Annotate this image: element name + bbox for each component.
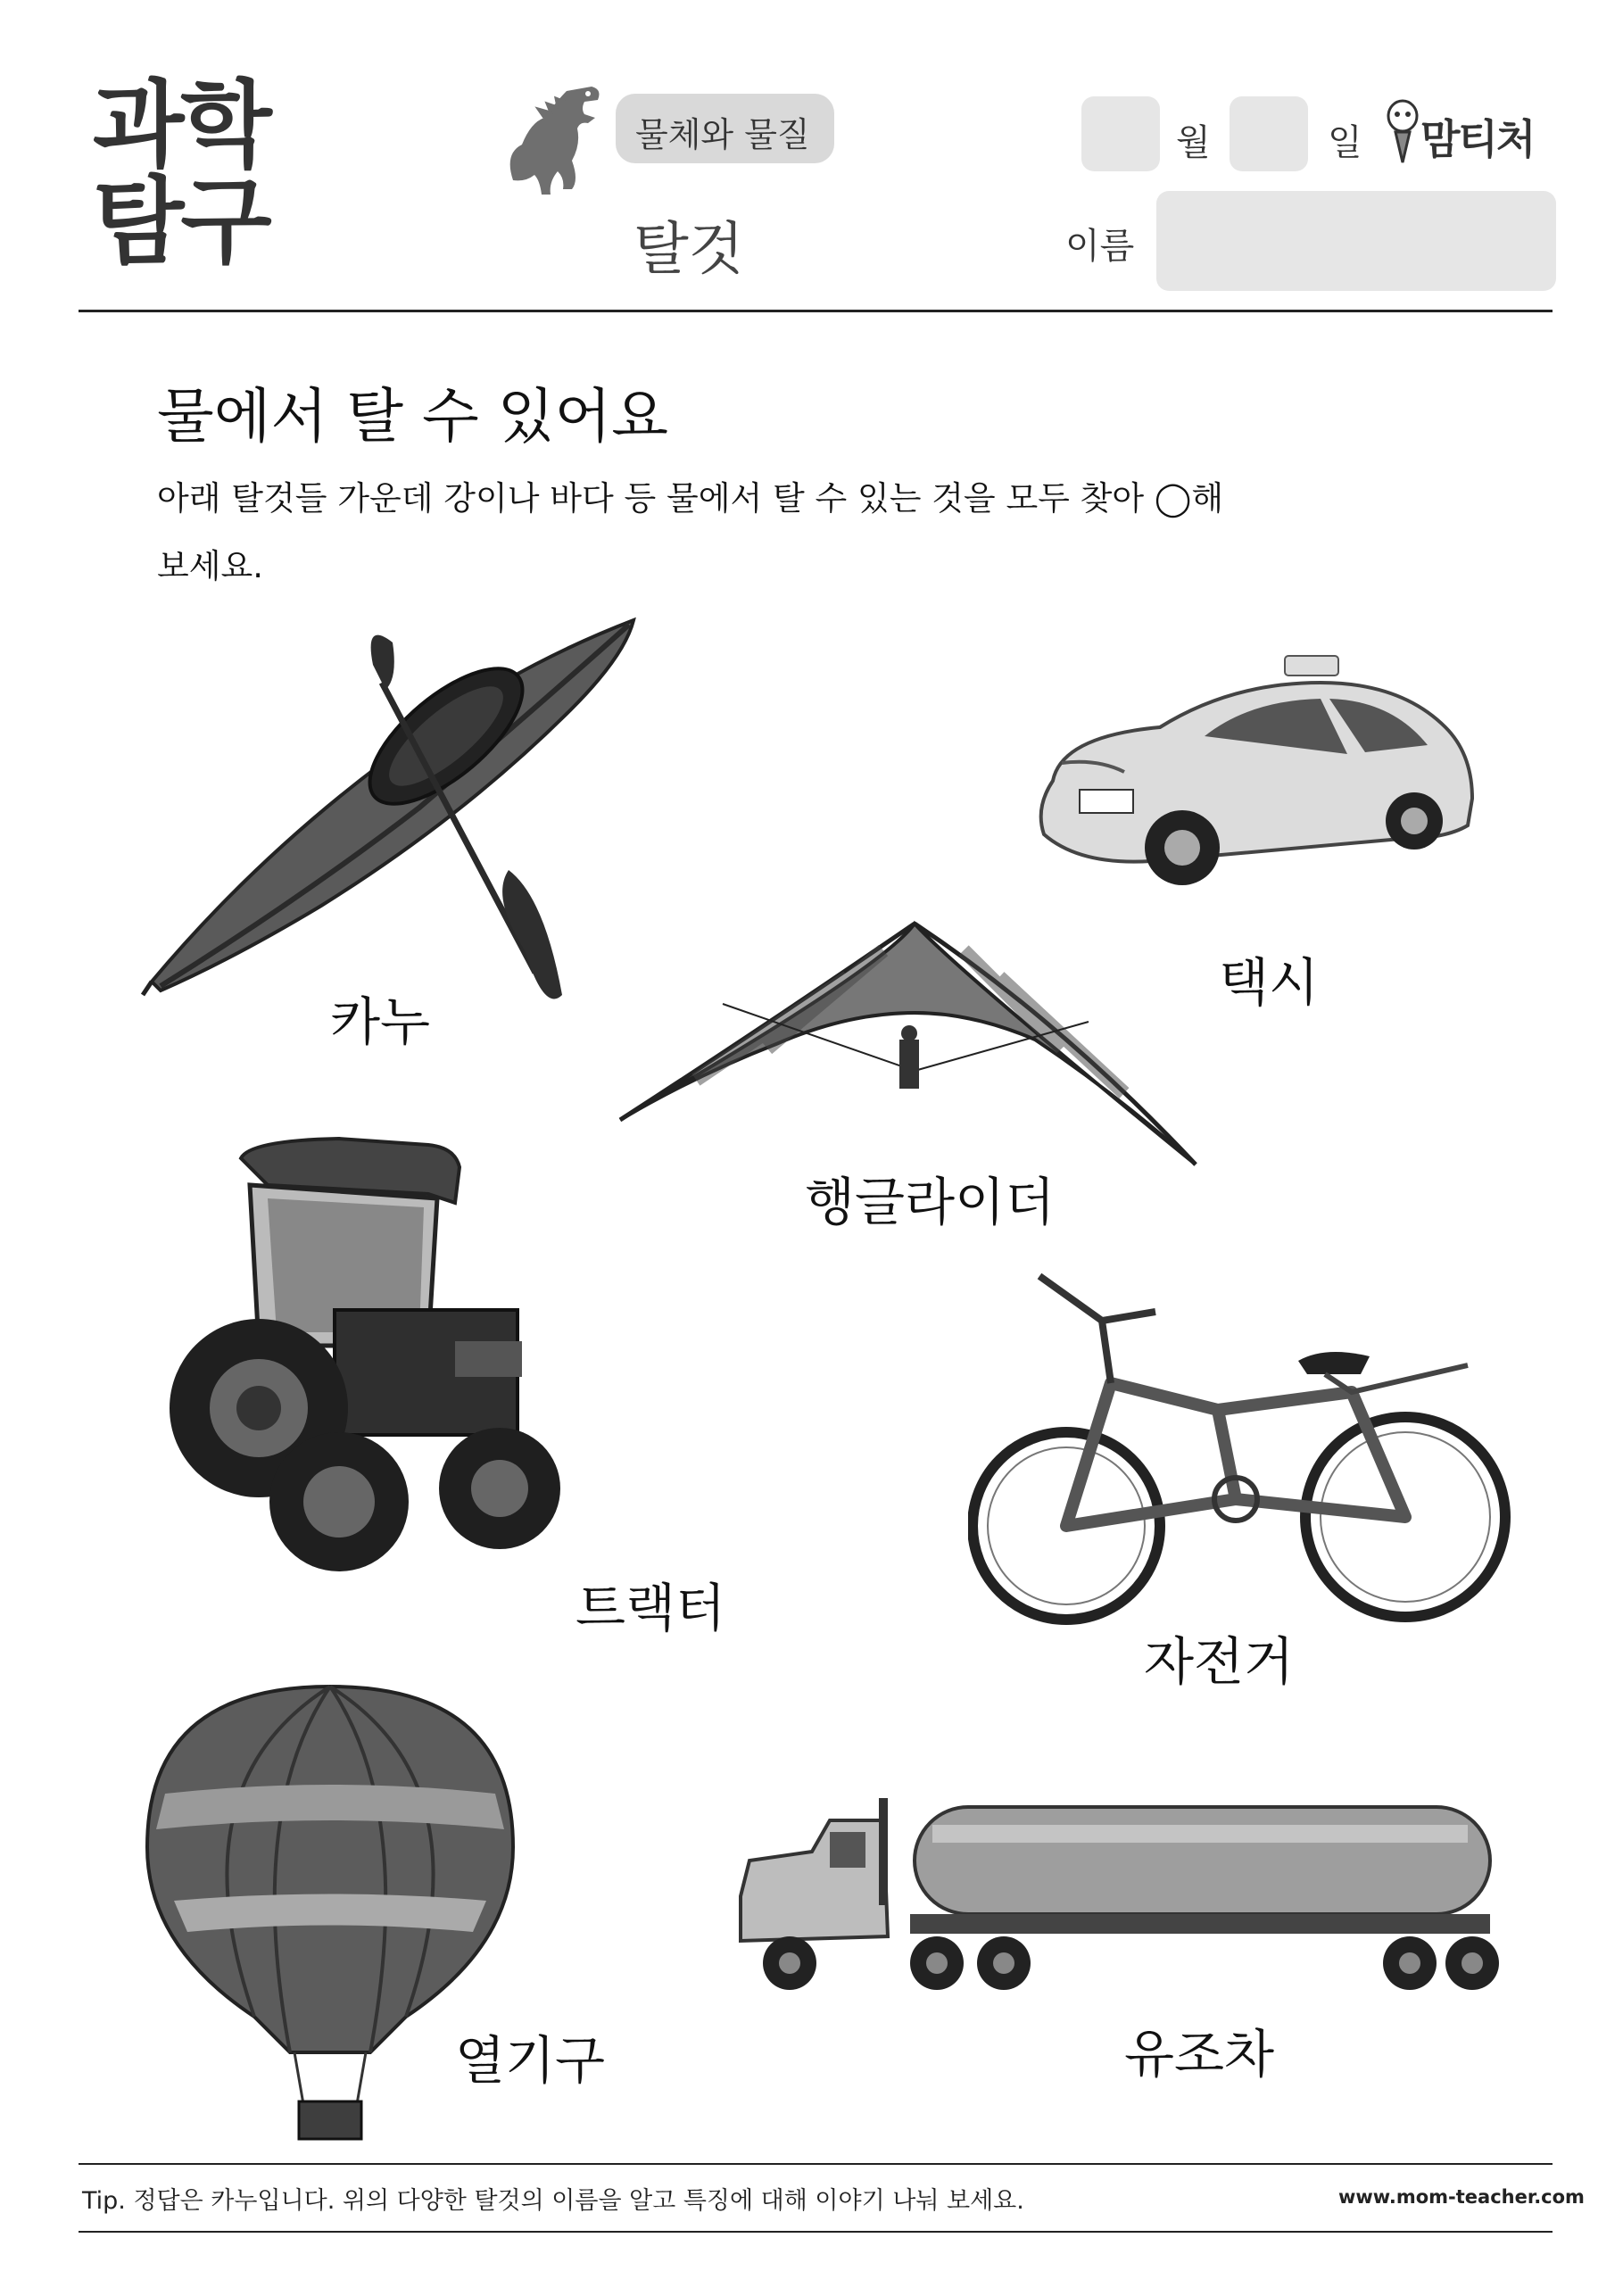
brand-logo-text: 맘티처 <box>1420 115 1535 163</box>
footer-divider-bottom <box>79 2231 1553 2233</box>
instruction-line2: 보세요. <box>157 547 263 585</box>
topic-badge-label: 물체와 물질 <box>635 115 810 154</box>
day-label: 일 <box>1328 122 1362 163</box>
header-divider <box>79 310 1553 312</box>
vehicle-label-bicycle: 자전거 <box>1144 1631 1295 1692</box>
dinosaur-icon <box>495 82 620 198</box>
brand-title-line2: 탐구 <box>93 167 269 277</box>
section-heading: 물에서 탈 수 있어요 <box>157 382 668 451</box>
vehicle-label-tractor: 트랙터 <box>576 1578 726 1638</box>
vehicle-label-taxi: 택시 <box>1219 952 1320 1013</box>
day-input[interactable] <box>1230 96 1308 171</box>
vehicle-label-tanker-truck: 유조차 <box>1124 2024 1275 2085</box>
brand-title-line1: 과학 <box>93 70 269 180</box>
footer-tip: Tip. 정답은 카누입니다. 위의 다양한 탈것의 이름을 알고 특징에 대해 이야기 나눠 보세요. <box>82 2187 1024 2215</box>
vehicle-label-canoe: 카누 <box>330 991 431 1052</box>
hang-glider-image <box>616 915 1200 1173</box>
vehicle-label-hang-glider: 행글라이더 <box>805 1172 1056 1232</box>
bicycle-image <box>968 1249 1530 1642</box>
instruction-line1: 아래 탈것들 가운데 강이나 바다 등 물에서 탈 수 있는 것을 모두 찾아 ◯해 <box>157 479 1224 518</box>
month-input[interactable] <box>1081 96 1160 171</box>
name-input[interactable] <box>1156 191 1556 291</box>
tractor-image <box>161 1123 607 1578</box>
footer-website[interactable]: www.mom-teacher.com <box>1338 2186 1585 2208</box>
vehicle-label-hot-air-balloon: 열기구 <box>455 2030 606 2091</box>
sheet-title: 탈것 <box>633 217 744 283</box>
tanker-truck-image <box>732 1789 1517 1999</box>
footer-divider-top <box>79 2163 1553 2165</box>
month-label: 월 <box>1176 122 1211 163</box>
taxi-image <box>1026 647 1481 901</box>
canoe-image <box>125 602 651 1022</box>
name-label: 이름 <box>1065 226 1135 267</box>
pencil-mascot-icon <box>1383 96 1424 168</box>
